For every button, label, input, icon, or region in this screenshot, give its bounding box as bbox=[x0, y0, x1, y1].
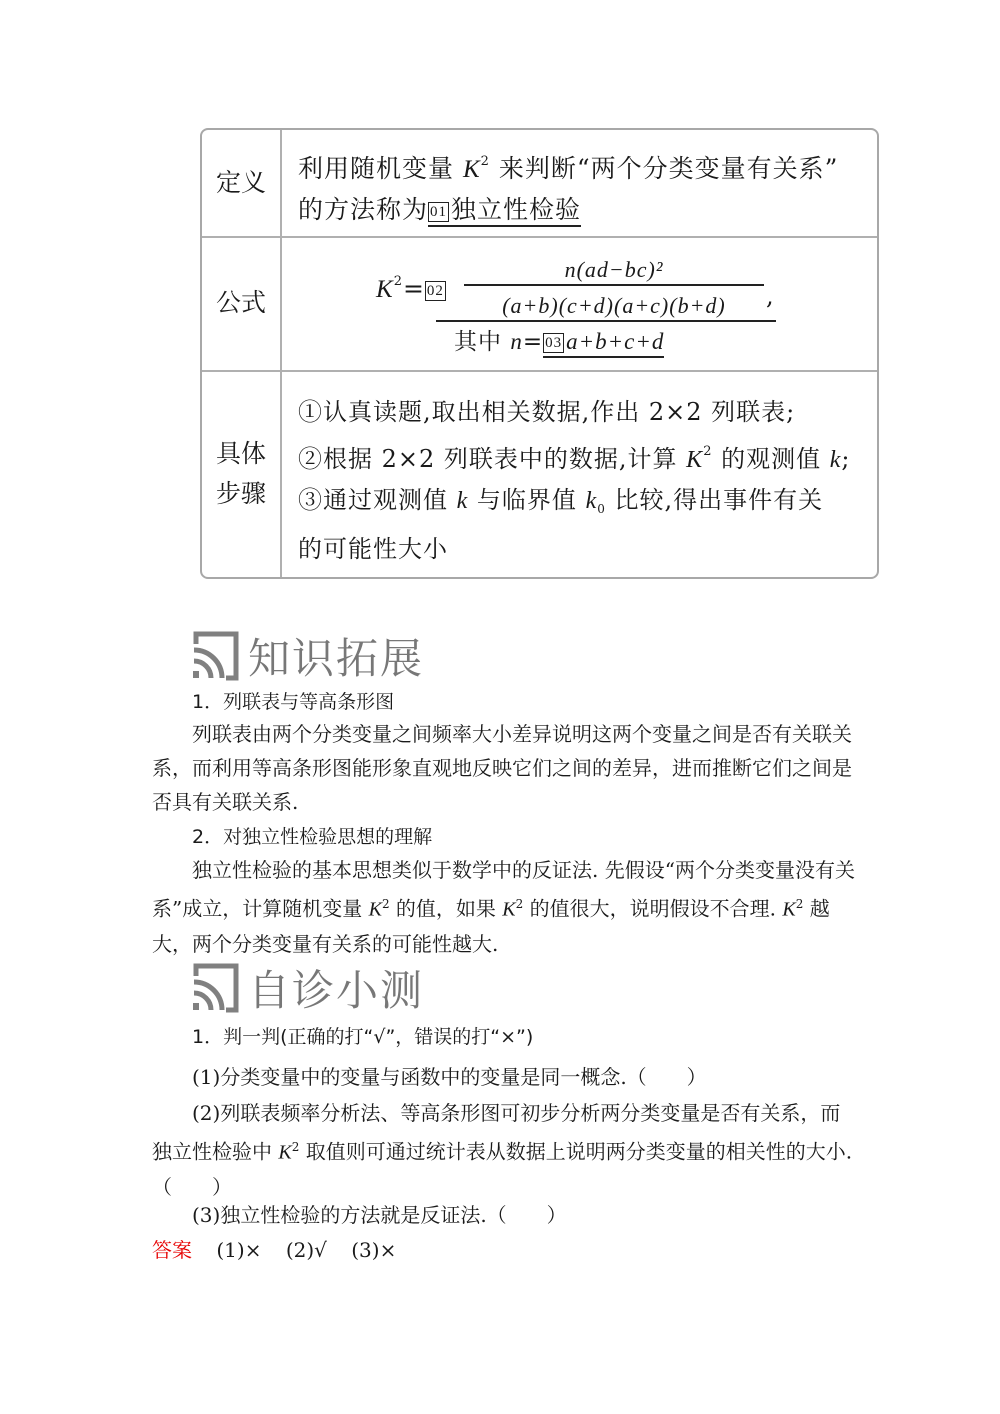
knowledge-heading-1: 1．列联表与等高条形图 bbox=[192, 691, 395, 713]
header-line: 步骤 bbox=[215, 478, 266, 508]
rss-bracket-icon bbox=[190, 630, 240, 682]
superscript: 2 bbox=[795, 897, 804, 911]
comma: , bbox=[766, 282, 775, 310]
subscript: 0 bbox=[597, 502, 606, 516]
row-header: 公式 bbox=[202, 236, 282, 370]
answer-text: 独立性检验 bbox=[451, 195, 582, 224]
variable-k: K bbox=[278, 1141, 292, 1164]
text: 的方法称为 bbox=[298, 195, 429, 224]
superscript: 2 bbox=[703, 444, 713, 459]
variable-n: n bbox=[510, 329, 523, 354]
superscript: 2 bbox=[480, 154, 490, 169]
variable-k: K bbox=[686, 447, 704, 473]
answer-line bbox=[152, 1233, 857, 1267]
formula-body bbox=[282, 236, 877, 370]
text: (2)列联表频率分析法、等高条形图可初步分析两分类变量是否有关系，而独立性检验中 bbox=[152, 1101, 841, 1164]
table-row-steps bbox=[202, 370, 877, 577]
table-row-definition bbox=[202, 130, 877, 238]
header-line: 具体 bbox=[215, 438, 266, 468]
variable-k: K bbox=[782, 898, 796, 921]
formula-lhs bbox=[376, 262, 448, 310]
knowledge-paragraph-1: 列联表由两个分类变量之间频率大小差异说明这两个变量之间是否有关联关系，而利用等高条形图能形象直观地反映它们之间的差异，进而推断它们之间是否具有关联关系. bbox=[152, 722, 852, 814]
step-text: 的观测值 bbox=[712, 445, 830, 473]
answer-1: (1)× bbox=[216, 1238, 262, 1262]
equals-sign: = bbox=[522, 329, 544, 355]
step-text: 比较,得出事件有关 bbox=[605, 486, 824, 514]
blank-tag: 01 bbox=[430, 203, 448, 220]
step-text: ①认真读题,取出相关数据,作出 2×2 列联表; bbox=[298, 398, 796, 426]
step-text: ③通过观测值 bbox=[298, 486, 457, 514]
answer-text: a+b+c+d bbox=[566, 329, 665, 354]
superscript: 2 bbox=[515, 897, 524, 911]
definition-line-2 bbox=[298, 190, 863, 230]
variable-k: K bbox=[502, 898, 516, 921]
summary-table bbox=[200, 128, 879, 579]
step-item bbox=[298, 529, 863, 569]
section-title: 自诊小测 bbox=[248, 966, 425, 1015]
variable-k: K bbox=[368, 898, 382, 921]
variable-k: K bbox=[462, 156, 481, 183]
equals-sign: = bbox=[402, 274, 425, 303]
steps-list bbox=[298, 392, 863, 577]
denominator-text: (a+b)(c+d)(a+c)(b+d) bbox=[502, 293, 726, 318]
text: 独立性检验的基本思想类似于数学中的反证法. 先假设“两个分类变量没有关系”成立，计算随机变量 bbox=[152, 858, 855, 921]
step-text: ; bbox=[841, 445, 851, 473]
table-row-formula bbox=[202, 236, 877, 372]
row-header bbox=[202, 370, 282, 577]
variable-k: k bbox=[456, 488, 469, 514]
variable-k: k bbox=[585, 488, 598, 514]
row-header: 定义 bbox=[202, 130, 282, 236]
superscript: 2 bbox=[393, 274, 403, 289]
question-item-2 bbox=[152, 1096, 857, 1204]
text: 利用随机变量 bbox=[298, 154, 463, 183]
answer-label: 答案 bbox=[152, 1238, 192, 1262]
rss-bracket-icon bbox=[190, 962, 240, 1014]
step-text: ②根据 2×2 列联表中的数据,计算 bbox=[298, 445, 687, 473]
question-item-1: (1)分类变量中的变量与函数中的变量是同一概念.（ ） bbox=[192, 1065, 707, 1089]
step-item bbox=[298, 480, 863, 529]
numerator-text: n(ad−bc)² bbox=[564, 257, 664, 282]
section-title: 知识拓展 bbox=[248, 634, 425, 683]
where-clause bbox=[454, 322, 664, 362]
answer-3: (3)× bbox=[351, 1238, 397, 1262]
knowledge-heading-2: 2．对独立性检验思想的理解 bbox=[192, 826, 433, 848]
blank-tag: 03 bbox=[545, 335, 563, 351]
question-heading: 1．判一判(正确的打“√”，错误的打“×”) bbox=[192, 1026, 534, 1048]
text: 来判断“两个分类变量有关系” bbox=[489, 154, 839, 183]
blank-answer bbox=[543, 329, 664, 358]
text: 的值，如果 bbox=[389, 896, 503, 921]
section-header-self-test bbox=[190, 958, 424, 1018]
definition-line-1 bbox=[298, 142, 863, 190]
text: 其中 bbox=[454, 329, 511, 355]
superscript: 2 bbox=[291, 1140, 300, 1154]
variable-k: K bbox=[376, 276, 394, 303]
step-item bbox=[298, 432, 863, 480]
blank-tag: 02 bbox=[426, 282, 444, 299]
definition-text bbox=[298, 142, 863, 236]
answer-2: (2)√ bbox=[285, 1238, 327, 1262]
text: 取值则可通过统计表从数据上说明两分类变量的相关性的大小.（ ） bbox=[152, 1139, 853, 1199]
blank-answer bbox=[428, 195, 581, 227]
text: 越大，两个分类变量有关系的可能性越大. bbox=[152, 896, 830, 956]
superscript: 2 bbox=[381, 897, 390, 911]
section-header-knowledge bbox=[190, 626, 424, 686]
knowledge-paragraph-2 bbox=[152, 853, 857, 961]
text: 的值很大，说明假设不合理. bbox=[523, 896, 783, 921]
step-text: 与临界值 bbox=[468, 486, 586, 514]
question-item-3: (3)独立性检验的方法就是反证法.（ ） bbox=[192, 1203, 567, 1227]
step-item bbox=[298, 392, 863, 432]
variable-k: k bbox=[829, 447, 842, 473]
step-text: 的可能性大小 bbox=[298, 535, 448, 563]
